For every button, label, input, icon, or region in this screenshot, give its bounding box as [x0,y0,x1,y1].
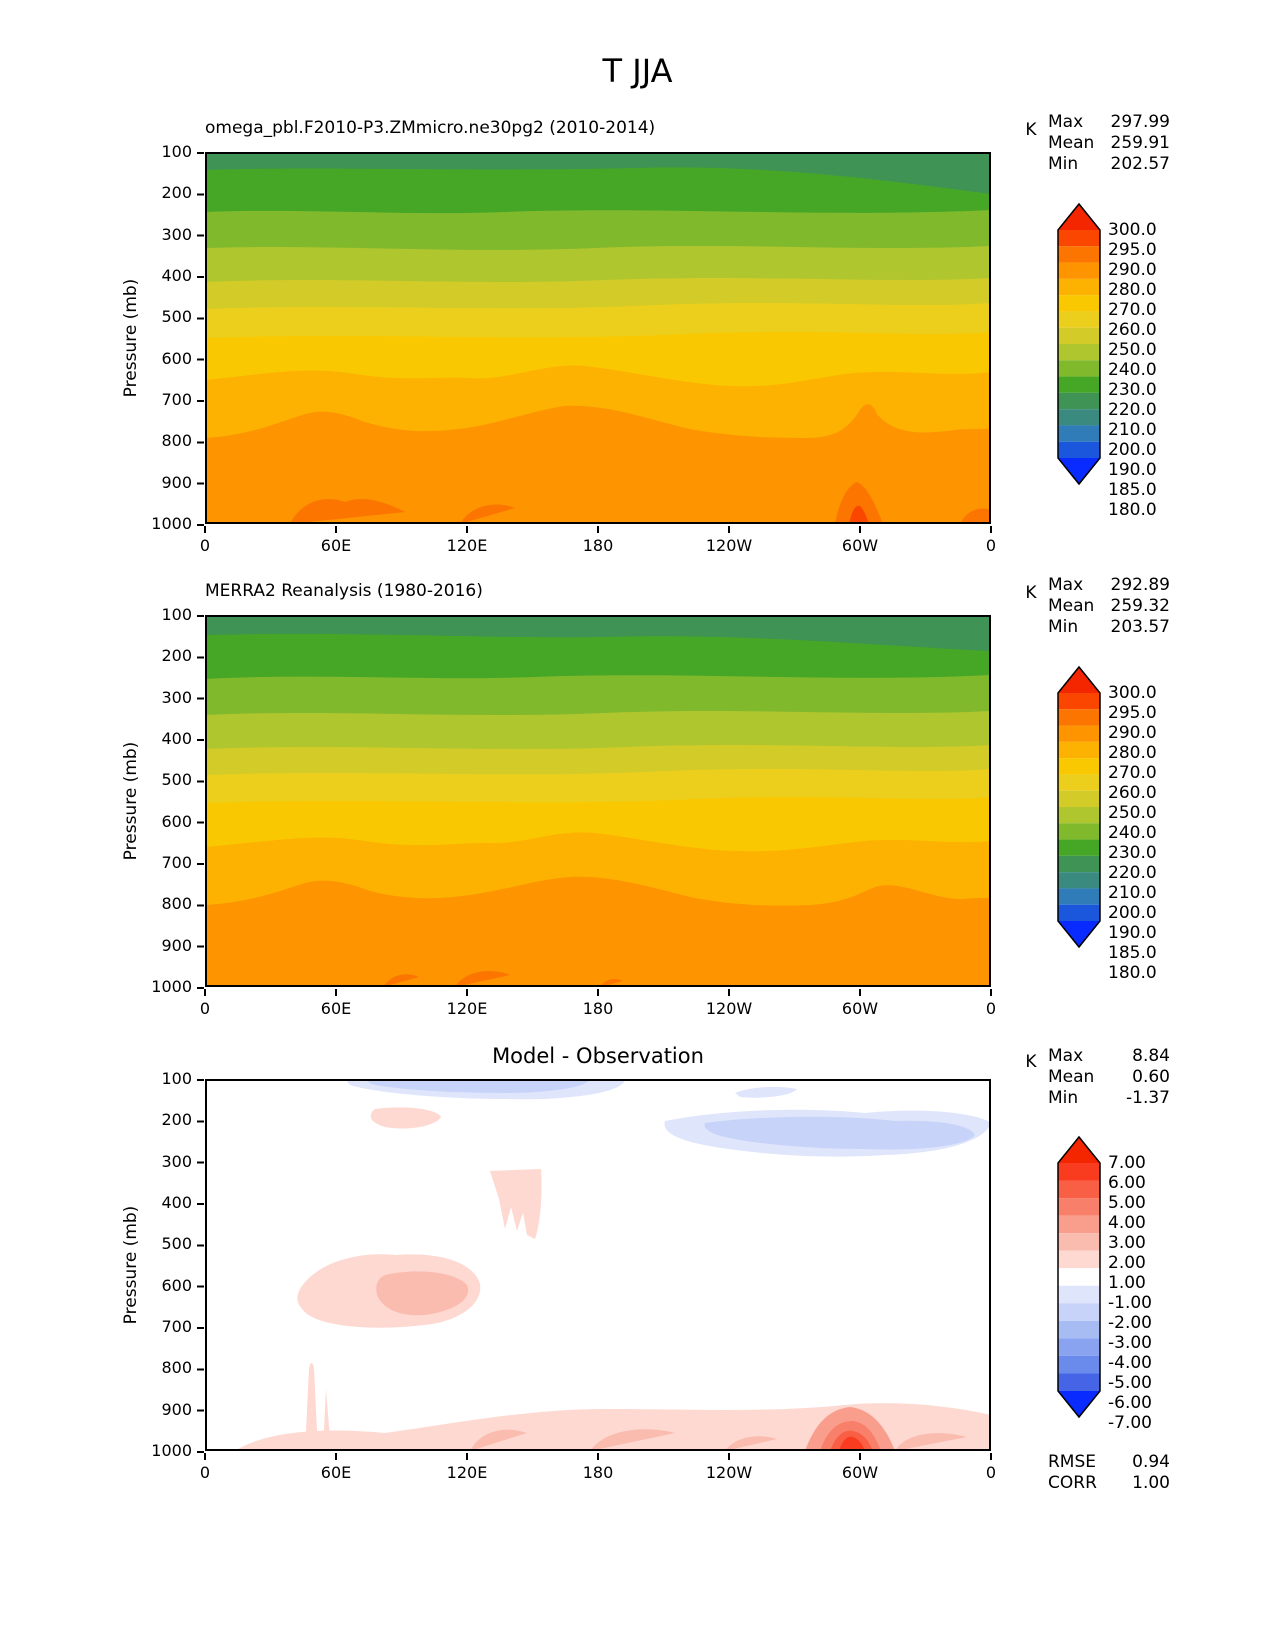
y-tick-label: 800 [161,1358,192,1378]
colorbar-band [1058,807,1100,823]
colorbar-band [1058,1373,1100,1391]
corr-value: 1.00 [1132,1473,1170,1493]
panel3-y-tick-labels [128,1069,192,1461]
colorbar-tick-label: 260.0 [1108,320,1157,340]
y-tick-label: 500 [161,770,192,790]
y-tick-label: 600 [161,811,192,831]
panel3-y-tick-marks [197,1079,204,1453]
stat-row-max [1048,575,1170,596]
colorbar-tick-label: 200.0 [1108,440,1157,460]
panel3-y-axis-label: Pressure (mb) [121,1205,141,1325]
y-tick-label: 100 [161,142,192,161]
stat-max-label: Max [1048,112,1084,132]
colorbar-band [1058,1216,1100,1234]
colorbar-band [1058,709,1100,725]
stat-mean-value: 0.60 [1132,1067,1170,1087]
colorbar-tick-label: 240.0 [1108,823,1157,843]
colorbar-band [1058,1233,1100,1251]
colorbar-tick-label: 2.00 [1108,1253,1146,1273]
panel2-colorbar-labels [1108,683,1178,983]
colorbar-band [1058,758,1100,774]
colorbar-arrow-bottom [1058,458,1100,484]
y-tick-label: 200 [161,646,192,666]
y-tick-label: 300 [161,687,192,707]
y-tick-label: 400 [161,728,192,748]
panel2-stats-block [1048,575,1170,638]
y-tick-label: 800 [161,894,192,914]
figure-title: T JJA [602,52,673,90]
colorbar-tick-label: -2.00 [1108,1313,1152,1333]
y-tick-label: 400 [161,265,192,285]
colorbar-tick-label: 5.00 [1108,1193,1146,1213]
panel3-unit-label: K [1025,1052,1037,1072]
colorbar-tick-label: 295.0 [1108,240,1157,260]
colorbar-tick-label: 190.0 [1108,460,1157,480]
panel1-colorbar [1056,201,1102,491]
colorbar-band [1058,774,1100,790]
stat-row-mean [1048,596,1170,617]
colorbar-band [1058,1268,1100,1286]
colorbar-tick-label: 250.0 [1108,340,1157,360]
stat-row-max [1048,112,1170,133]
colorbar-tick-label: 200.0 [1108,903,1157,923]
panel1-y-axis-label: Pressure (mb) [121,278,141,398]
y-tick-label: 700 [161,852,192,872]
corr-label: CORR [1048,1473,1097,1493]
panel1-x-tick-marks [204,526,992,533]
colorbar-tick-label: 1.00 [1108,1273,1146,1293]
colorbar-arrow-bottom [1058,921,1100,947]
colorbar-tick-label: -6.00 [1108,1393,1152,1413]
y-tick-label: 800 [161,431,192,451]
y-tick-label: 100 [161,605,192,624]
colorbar-tick-label: 220.0 [1108,400,1157,420]
colorbar-band [1058,279,1100,295]
rmse-value: 0.94 [1132,1452,1170,1472]
stat-row-rmse [1048,1452,1170,1473]
stat-max-label: Max [1048,1046,1084,1066]
y-tick-label: 1000 [151,1440,192,1460]
panel3-skill-block [1048,1452,1170,1494]
y-tick-label: 1000 [151,513,192,533]
y-tick-label: 900 [161,472,192,492]
colorbar-band [1058,328,1100,344]
colorbar-arrow-top [1058,1137,1100,1163]
colorbar-tick-label: 185.0 [1108,480,1157,500]
colorbar-band [1058,246,1100,262]
colorbar-tick-label: 260.0 [1108,783,1157,803]
stat-row-min [1048,154,1170,175]
colorbar-tick-label: 280.0 [1108,280,1157,300]
stat-max-value: 8.84 [1132,1046,1170,1066]
y-tick-label: 400 [161,1192,192,1212]
colorbar-band [1058,1181,1100,1199]
y-tick-label: 900 [161,935,192,955]
stat-min-value: 203.57 [1110,617,1170,637]
panel2-contour-plot [205,615,991,987]
colorbar-tick-label: 210.0 [1108,420,1157,440]
colorbar-band [1058,263,1100,279]
colorbar-tick-label: 185.0 [1108,943,1157,963]
panel1-contour-plot [205,152,991,524]
colorbar-band [1058,791,1100,807]
stat-mean-value: 259.91 [1110,133,1170,153]
panel2-y-tick-marks [197,615,204,989]
panel2-x-tick-marks [204,989,992,996]
colorbar-tick-label: 270.0 [1108,763,1157,783]
colorbar-tick-label: 300.0 [1108,220,1157,240]
colorbar-band [1058,425,1100,441]
colorbar-band [1058,1338,1100,1356]
colorbar-band [1058,693,1100,709]
stat-min-value: -1.37 [1126,1088,1170,1108]
colorbar-tick-label: 290.0 [1108,723,1157,743]
colorbar-arrow-top [1058,667,1100,693]
colorbar-band [1058,230,1100,246]
panel3-title: Model - Observation [492,1044,704,1068]
colorbar-tick-label: 230.0 [1108,843,1157,863]
panel2-y-tick-labels [128,605,192,997]
colorbar-tick-label: 210.0 [1108,883,1157,903]
colorbar-arrow-top [1058,204,1100,230]
stat-mean-label: Mean [1048,1067,1095,1087]
stat-row-mean [1048,133,1170,154]
colorbar-band [1058,409,1100,425]
colorbar-band [1058,311,1100,327]
panel3-colorbar [1056,1134,1102,1424]
panel1-colorbar-labels [1108,220,1178,520]
y-tick-label: 500 [161,1234,192,1254]
colorbar-band [1058,360,1100,376]
panel1-y-tick-marks [197,152,204,526]
colorbar-band [1058,726,1100,742]
colorbar-arrow-bottom [1058,1391,1100,1417]
y-tick-label: 1000 [151,976,192,996]
colorbar-band [1058,442,1100,458]
stat-row-max [1048,1046,1170,1067]
y-tick-label: 500 [161,307,192,327]
stat-min-value: 202.57 [1110,154,1170,174]
panel3-colorbar-labels [1108,1153,1178,1433]
colorbar-band [1058,742,1100,758]
stat-row-min [1048,1088,1170,1109]
y-tick-label: 600 [161,1275,192,1295]
panel1-y-tick-labels [128,142,192,534]
stat-max-value: 292.89 [1110,575,1170,595]
colorbar-band [1058,295,1100,311]
colorbar-tick-label: -4.00 [1108,1353,1152,1373]
band-280-290 [205,877,991,987]
colorbar-band [1058,1356,1100,1374]
y-tick-label: 700 [161,1316,192,1336]
y-tick-label: 200 [161,1110,192,1130]
colorbar-tick-label: -3.00 [1108,1333,1152,1353]
colorbar-tick-label: 290.0 [1108,260,1157,280]
colorbar-band [1058,872,1100,888]
y-tick-label: 100 [161,1069,192,1088]
colorbar-tick-label: 250.0 [1108,803,1157,823]
colorbar-band [1058,1286,1100,1304]
colorbar-tick-label: 190.0 [1108,923,1157,943]
y-tick-label: 200 [161,183,192,203]
panel1-unit-label: K [1025,120,1037,140]
y-tick-label: 700 [161,389,192,409]
colorbar-tick-label: -5.00 [1108,1373,1152,1393]
stat-min-label: Min [1048,1088,1079,1108]
stat-row-min [1048,617,1170,638]
y-tick-label: 600 [161,348,192,368]
stat-min-label: Min [1048,617,1079,637]
colorbar-tick-label: 180.0 [1108,963,1157,983]
colorbar-tick-label: 220.0 [1108,863,1157,883]
colorbar-band [1058,344,1100,360]
colorbar-band [1058,905,1100,921]
colorbar-tick-label: 280.0 [1108,743,1157,763]
colorbar-tick-label: 3.00 [1108,1233,1146,1253]
stat-mean-label: Mean [1048,133,1095,153]
colorbar-tick-label: 295.0 [1108,703,1157,723]
panel1-x-tick-labels: 0 60E 120E 180 120W 60W 0 [199,536,997,555]
stat-min-label: Min [1048,154,1079,174]
colorbar-tick-label: 230.0 [1108,380,1157,400]
stat-mean-value: 259.32 [1110,596,1170,616]
colorbar-band [1058,840,1100,856]
colorbar-band [1058,1251,1100,1269]
colorbar-tick-label: 4.00 [1108,1213,1146,1233]
colorbar-tick-label: 270.0 [1108,300,1157,320]
colorbar-band [1058,393,1100,409]
panel3-difference-plot [205,1079,991,1451]
panel2-x-tick-labels: 0 60E 120E 180 120W 60W 0 [199,999,997,1018]
panel3-x-tick-marks [204,1453,992,1460]
colorbar-tick-label: 7.00 [1108,1153,1146,1173]
colorbar-band [1058,888,1100,904]
panel2-colorbar [1056,664,1102,954]
colorbar-band [1058,856,1100,872]
colorbar-band [1058,377,1100,393]
stat-row-mean [1048,1067,1170,1088]
panel3-x-tick-labels: 0 60E 120E 180 120W 60W 0 [199,1463,997,1482]
colorbar-band [1058,1321,1100,1339]
colorbar-band [1058,1303,1100,1321]
colorbar-band [1058,823,1100,839]
stat-mean-label: Mean [1048,596,1095,616]
panel2-unit-label: K [1025,583,1037,603]
colorbar-band [1058,1163,1100,1181]
colorbar-tick-label: -1.00 [1108,1293,1152,1313]
colorbar-tick-label: -7.00 [1108,1413,1152,1433]
y-tick-label: 300 [161,1151,192,1171]
colorbar-tick-label: 240.0 [1108,360,1157,380]
colorbar-tick-label: 300.0 [1108,683,1157,703]
panel3-stats-block [1048,1046,1170,1109]
panel1-title: omega_pbl.F2010-P3.ZMmicro.ne30pg2 (2010-2014) [205,118,656,138]
y-tick-label: 300 [161,224,192,244]
panel2-y-axis-label: Pressure (mb) [121,741,141,861]
colorbar-tick-label: 6.00 [1108,1173,1146,1193]
colorbar-tick-label: 180.0 [1108,500,1157,520]
stat-row-corr [1048,1473,1170,1494]
stat-max-label: Max [1048,575,1084,595]
panel1-stats-block [1048,112,1170,175]
y-tick-label: 900 [161,1399,192,1419]
colorbar-band [1058,1198,1100,1216]
rmse-label: RMSE [1048,1452,1097,1472]
stat-max-value: 297.99 [1110,112,1170,132]
panel2-title: MERRA2 Reanalysis (1980-2016) [205,581,483,601]
